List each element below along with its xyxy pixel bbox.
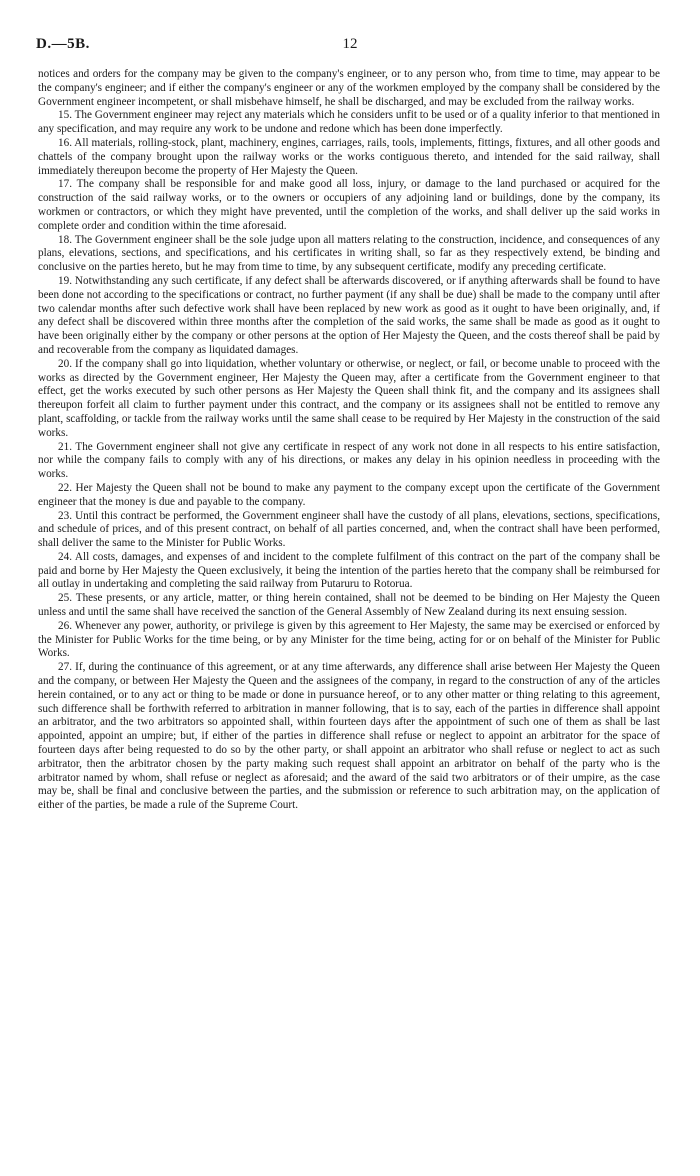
clause-20: 20. If the company shall go into liquidation, whether voluntary or otherwise, or neglect, or fail, or become unable to proceed with the works as directed by the Government engineer, Her Majesty the Queen may, after a certificate from the Government engineer to that effect, get the works executed by such other persons as Her Majesty the Queen shall think fit, and the company and its assignees shall thereupon forfeit all claim to further payment under this contract, and the company or its assignees shall not be entitled to remove any plant, scaffolding, or tackle from the railway works until the same shall cease to be required by Her Majesty in the construction of the said works. [38, 357, 660, 439]
clause-21: 21. The Government engineer shall not give any certificate in respect of any work not done in all respects to his entire satisfaction, nor while the company fails to comply with any of his directions, or makes any delay in his opinion needless in proceeding with the works. [38, 440, 660, 481]
clause-26: 26. Whenever any power, authority, or privilege is given by this agreement to Her Majesty, the same may be exercised or enforced by the Minister for Public Works for the time being, or by any Minister for the time being, acting for or on behalf of the Minister for Public Works. [38, 619, 660, 660]
clause-17: 17. The company shall be responsible for and make good all loss, injury, or damage to the land purchased or acquired for the construction of the said railway works, or to the owners or occupiers of any adjoining land or buildings, done by the company, its workmen or contractors, or which they might have prevented, until the completion of the works, and shall deliver up the said works in complete order and condition within the time aforesaid. [38, 178, 660, 232]
clause-25: 25. These presents, or any article, matter, or thing herein contained, shall not be deemed to be binding on Her Majesty the Queen unless and until the same shall have received the sanction of the General Assembly of New Zealand during its next ensuing session. [38, 592, 660, 619]
clause-27: 27. If, during the continuance of this agreement, or at any time afterwards, any difference shall arise between Her Majesty the Queen and the company, or between Her Majesty the Queen and the assignees of the company, in regard to the construction of any of the articles herein contained, or to any act or thing to be made or done in pursuance hereof, or to any other matter or thing relating to this agreement, such difference shall be forthwith referred to arbitration in manner following, that is to say, each of the parties in difference shall appoint an arbitrator, and the two arbitrators so appointed shall, within fourteen days after the appointment of such one of them as shall be last appointed, appoint an umpire; but, if either of the parties in difference shall refuse or neglect to appoint an arbitrator for the space of fourteen days after being requested to do so by the other party, or shall appoint an arbitrator who shall refuse or neglect to act as such arbitrator, then the arbitrator chosen by the party making such request shall appoint an arbitrator on behalf of the party who is the arbitrator named by whom, shall refuse or neglect as aforesaid; and the award of the said two arbitrators or of their umpire, as the case may be, shall be final and conclusive between the parties, and the submission or reference to such arbitration may, on the application of either of the parties, be made a rule of the Supreme Court. [38, 661, 660, 812]
clause-22: 22. Her Majesty the Queen shall not be bound to make any payment to the company except upon the certificate of the Government engineer that the money is due and payable to the company. [38, 481, 660, 508]
clause-18: 18. The Government engineer shall be the sole judge upon all matters relating to the construction, incidence, and consequences of any plans, elevations, sections, and specifications, and his certificates in writing shall, so far as they respectively extend, be binding and conclusive on the parties hereto, but he may from time to time, by any subsequent certificate, modify any preceding certificate. [38, 233, 660, 274]
clause-16: 16. All materials, rolling-stock, plant, machinery, engines, carriages, rails, tools, implements, fittings, fixtures, and all other goods and chattels of the company brought upon the railway works or the works contiguous thereto, and intended for the said railway, shall immediately thereupon become the property of Her Majesty the Queen. [38, 136, 660, 177]
paragraph-continuation: notices and orders for the company may be given to the company's engineer, or to any person who, from time to time, may appear to be the company's engineer; and if either the company's engineer or any of the workmen employed by the company shall be considered by the Government engineer incompetent, or shall misbehave himself, he shall be discharged, and may be excluded from the railway works. [38, 68, 660, 108]
clause-19: 19. Notwithstanding any such certificate, if any defect shall be afterwards discovered, or if anything afterwards shall be found to have been done not according to the specifications or contract, no further payment (if any shall be due) shall be made to the company until after two calendar months after such defective work shall have been replaced by new work as good as it ought to have been originally, and, if any defect shall be discovered within three months after the completion of the said works, the same shall be made as good as it ought to have been originally either by the company or other persons at the option of Her Majesty the Queen, and the costs thereof shall be paid by and recoverable from the company as liquidated damages. [38, 274, 660, 356]
document-reference: D.—5B. [36, 36, 90, 52]
page-header [36, 36, 664, 58]
clause-15: 15. The Government engineer may reject any materials which he considers unfit to be used or of a quality inferior to that mentioned in any specification, and may require any work to be undone and redone which has been done imperfectly. [38, 109, 660, 136]
page-number: 12 [342, 36, 358, 52]
document-body [38, 68, 660, 813]
clause-24: 24. All costs, damages, and expenses of and incident to the complete fulfilment of this contract on the part of the company shall be paid and borne by Her Majesty the Queen exclusively, it being the intention of the parties hereto that the company shall be reimbursed for all outlay in undertaking and completing the said railway from Putaruru to Rotorua. [38, 550, 660, 591]
clause-23: 23. Until this contract be performed, the Government engineer shall have the custody of all plans, elevations, sections, specifications, and schedule of prices, and of this present contract, on behalf of all parties concerned, and, when the contract shall have been performed, shall deliver the same to the Minister for Public Works. [38, 509, 660, 550]
